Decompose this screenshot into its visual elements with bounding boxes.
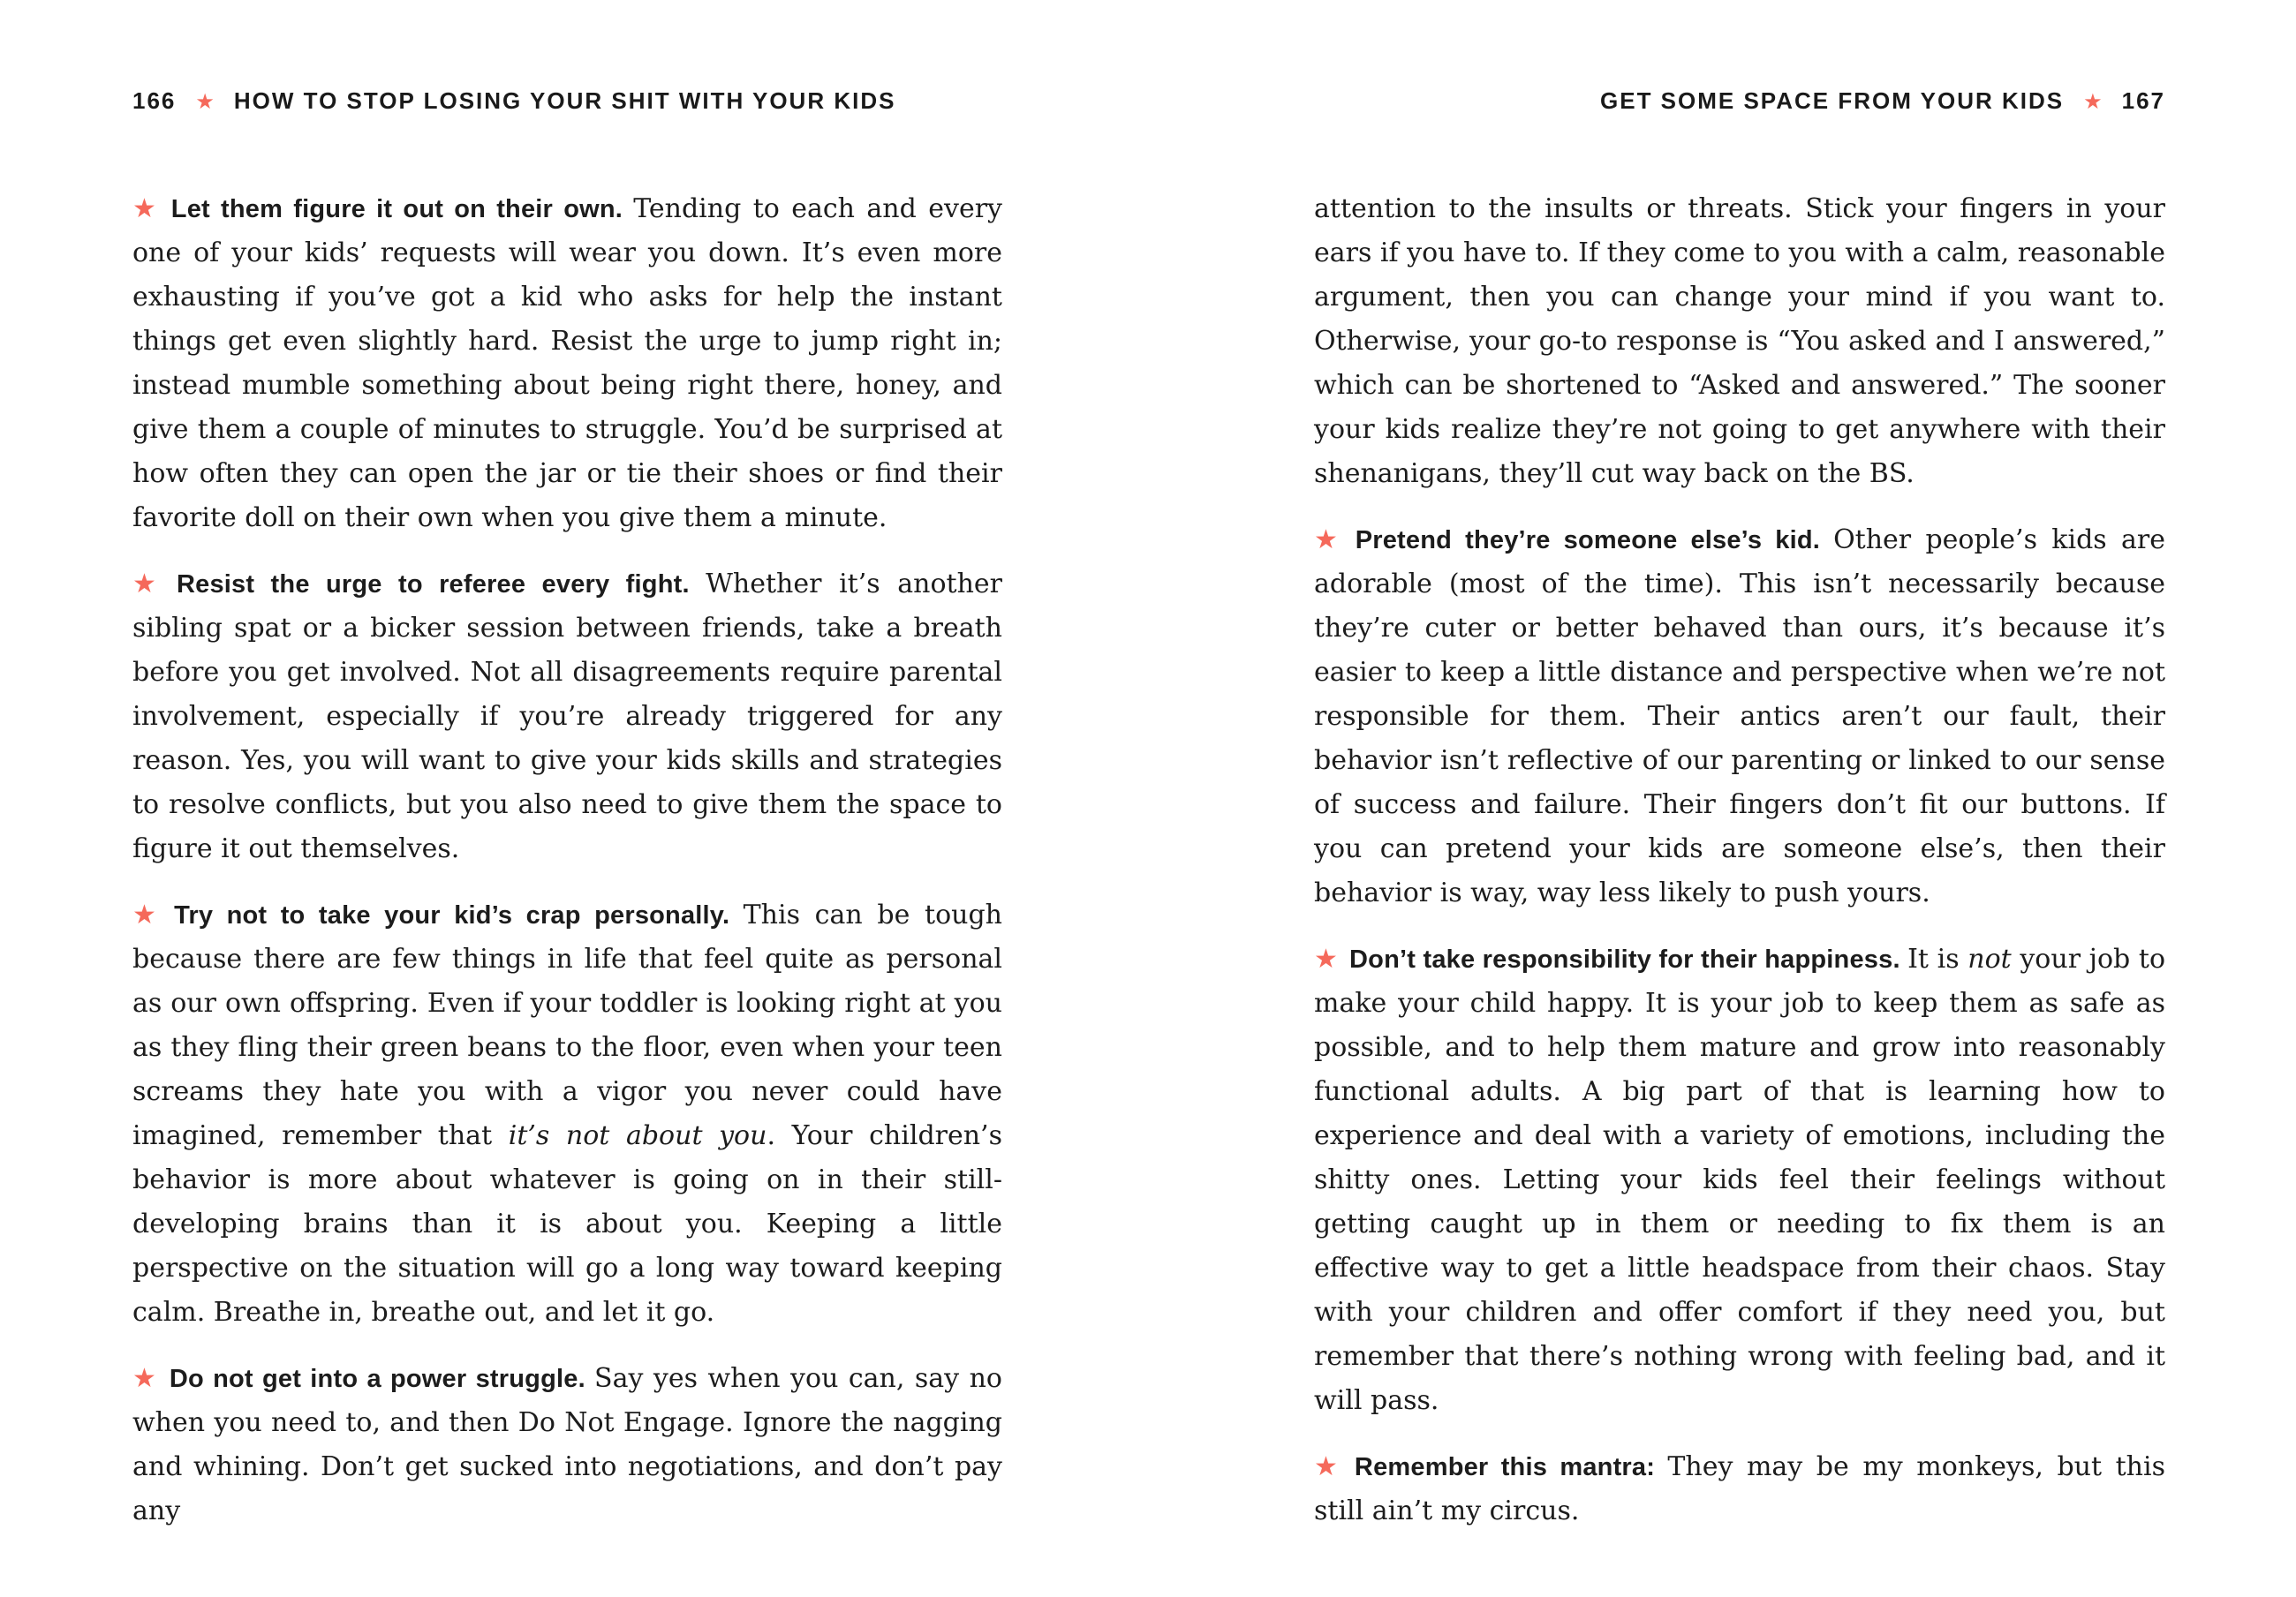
paragraph bbox=[132, 562, 1002, 871]
body-text: Tending to each and every one of your kids’ requests will wear you down. It’s even more exhausting if you’ve got a kid who asks for help the instant things get even slightly hard. Resist the urge to jump right in; instead mumble something about being right there, honey, and give them a couple of minutes to struggle. You’d be surprised at how often they can open the jar or tie their shoes or find their favorite doll on their own when you give them a minute. bbox=[132, 193, 1002, 533]
paragraph bbox=[1314, 518, 2165, 915]
body-text: attention to the insults or threats. Stick your fingers in your ears if you have to. If they come to you with a calm, reasonable argument, then you can change your mind if you want to. Otherwise, your go-to response is “You asked and I answered,” which can be shortened to “Asked and answered.” The sooner your kids realize they’re not going to get anywhere with their shenanigans, they’ll cut way back on the BS. bbox=[1314, 193, 2165, 489]
page-number: 166 bbox=[132, 87, 177, 114]
bullet-lead: Remember this mantra: bbox=[1354, 1453, 1668, 1481]
bullet-lead: Resist the urge to referee every fight. bbox=[176, 570, 706, 599]
bullet-lead: Try not to take your kid’s crap personally. bbox=[174, 901, 744, 930]
star-bullet-icon: ★ bbox=[132, 193, 160, 224]
running-header-title: HOW TO STOP LOSING YOUR SHIT WITH YOUR KIDS bbox=[233, 87, 896, 114]
body-text: This can be tough because there are few things in life that feel quite as personal as our own offspring. Even if your toddler is looking right at you as they fling their green beans to the floor, even when your teen screams they hate you with a vigor you never could have imagined, remember that bbox=[132, 900, 1002, 1151]
bullet-lead: Don’t take responsibility for their happiness. bbox=[1349, 945, 1908, 974]
star-icon: ★ bbox=[195, 88, 215, 114]
running-header-left bbox=[132, 87, 1002, 115]
paragraph bbox=[132, 893, 1002, 1335]
body-text-italic: not bbox=[1967, 944, 2012, 975]
running-header-right bbox=[1314, 87, 2165, 115]
star-icon: ★ bbox=[2083, 88, 2103, 114]
star-bullet-icon: ★ bbox=[132, 1363, 158, 1394]
star-bullet-icon: ★ bbox=[1314, 1451, 1343, 1482]
body-text: your job to make your child happy. It is your job to keep them as safe as possible, and to help them mature and grow into reasonably functional adults. A big part of that is learning how to experience and deal with a variety of emotions, including the shitty ones. Letting your kids feel their feelings without getting caught up in them or needing to fix them is an effective way to get a little headspace from their chaos. Stay with your children and offer comfort if they need you, but remember that there’s nothing wrong with feeling bad, and it will pass. bbox=[1314, 944, 2166, 1416]
page-number: 167 bbox=[2121, 87, 2165, 114]
running-header-title: GET SOME SPACE FROM YOUR KIDS bbox=[1600, 87, 2065, 114]
paragraph bbox=[132, 1357, 1002, 1533]
paragraph bbox=[132, 187, 1002, 540]
paragraph bbox=[1314, 938, 2165, 1423]
body-text: . Your children’s behavior is more about whatever is going on in their still-developing brains than it is about you. Keeping a little perspective on the situation will go a long way toward keeping calm. Breathe in, breathe out, and let it go. bbox=[132, 1120, 1002, 1328]
bullet-lead: Pretend they’re someone else’s kid. bbox=[1355, 526, 1834, 554]
star-bullet-icon: ★ bbox=[1314, 524, 1344, 555]
star-bullet-icon: ★ bbox=[132, 569, 165, 599]
bullet-lead: Do not get into a power struggle. bbox=[169, 1365, 595, 1393]
text-column-right bbox=[1314, 187, 2165, 1556]
body-text-italic: it’s not about you bbox=[508, 1120, 767, 1151]
text-column-left bbox=[132, 187, 1002, 1556]
body-text: Whether it’s another sibling spat or a bicker session between friends, take a breath before you get involved. Not all disagreements require parental involvement, especially if you’re already triggered for any reason. Yes, you will want to give your kids skills and strategies to resolve conflicts, but you also need to give them the space to figure it out themselves. bbox=[132, 569, 1003, 864]
body-text: They may be my monkeys, but this still ain’t my circus. bbox=[1314, 1451, 2165, 1526]
body-text: Say yes when you can, say no when you need to, and then Do Not Engage. Ignore the nagging and whining. Don’t get sucked into negotiations, and don’t pay any bbox=[132, 1363, 1002, 1526]
star-bullet-icon: ★ bbox=[132, 900, 163, 930]
paragraph bbox=[1314, 187, 2165, 496]
page-left bbox=[132, 0, 1002, 1597]
body-text: Other people’s kids are adorable (most of the time). This isn’t necessarily because they’re cuter or better behaved than ours, it’s because it’s easier to keep a little distance and perspective when we’re not responsible for them. Their antics aren’t our fault, their behavior isn’t reflective of our parenting or linked to our sense of success and failure. Their fingers don’t fit our buttons. If you can pretend your kids are someone else’s, then their behavior is way, way less likely to push yours. bbox=[1314, 524, 2165, 908]
body-text: It is bbox=[1907, 944, 1968, 975]
star-bullet-icon: ★ bbox=[1314, 944, 1339, 975]
page-right bbox=[1314, 0, 2165, 1597]
bullet-lead: Let them figure it out on their own. bbox=[170, 195, 634, 223]
paragraph bbox=[1314, 1445, 2165, 1533]
